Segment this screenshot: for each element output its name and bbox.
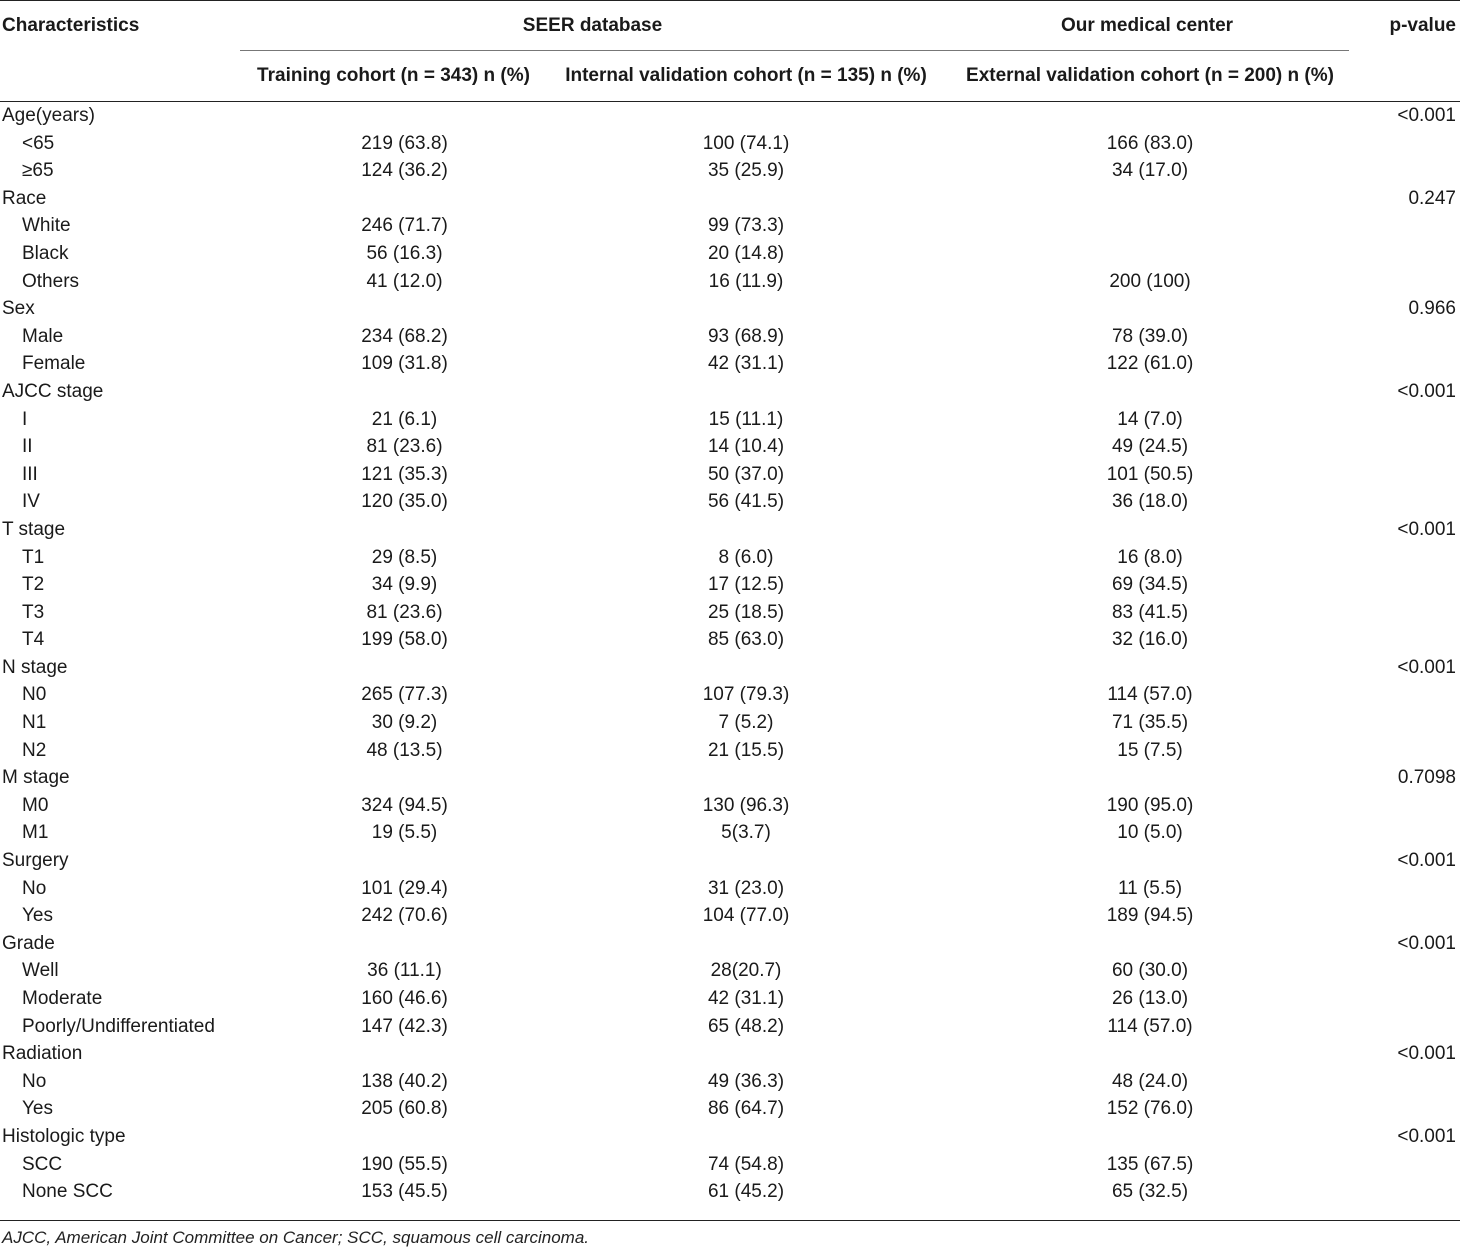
internal-value: 8 (6.0)	[718, 546, 774, 568]
internal-value: 56 (41.5)	[707, 491, 785, 513]
table-row	[0, 130, 1460, 158]
p-value	[1355, 1013, 1460, 1041]
table-row	[0, 819, 1460, 847]
external-value	[945, 516, 1355, 544]
row-label: N stage	[2, 656, 68, 678]
row-label: No	[22, 877, 47, 899]
internal-value	[547, 654, 945, 682]
p-value: <0.001	[1397, 380, 1456, 402]
header-seer-group	[240, 1, 945, 51]
table-row	[0, 957, 1460, 985]
training-value: 124 (36.2)	[361, 160, 448, 182]
training-value: 138 (40.2)	[361, 1070, 448, 1092]
internal-value: 86 (64.7)	[707, 1098, 785, 1120]
external-value: 16 (8.0)	[1117, 546, 1183, 568]
p-value: 0.966	[1408, 298, 1456, 320]
external-value: 14 (7.0)	[1117, 408, 1183, 430]
table-row	[0, 1095, 1460, 1123]
internal-value	[547, 847, 945, 875]
external-value	[945, 212, 1355, 240]
training-value: 160 (46.6)	[361, 988, 448, 1009]
table-row	[0, 461, 1460, 489]
row-label: T stage	[2, 518, 66, 540]
training-value	[240, 1040, 547, 1068]
training-value: 265 (77.3)	[361, 684, 448, 706]
row-label: Female	[22, 353, 86, 375]
p-value	[1355, 240, 1460, 268]
external-value: 190 (95.0)	[1106, 794, 1194, 816]
row-label: N0	[22, 684, 47, 706]
internal-value: 17 (12.5)	[707, 574, 785, 596]
p-value	[1355, 737, 1460, 765]
internal-value: 100 (74.1)	[702, 132, 790, 154]
training-value	[240, 654, 547, 682]
row-label: Black	[22, 242, 69, 264]
internal-value: 42 (31.1)	[707, 988, 785, 1009]
external-value	[945, 378, 1355, 406]
external-value: 60 (30.0)	[1111, 960, 1189, 982]
header-p-value: p-value	[1389, 15, 1456, 36]
table-row	[0, 433, 1460, 461]
table-category-row	[0, 764, 1460, 792]
row-label: Radiation	[2, 1043, 83, 1065]
training-value: 48 (13.5)	[366, 739, 443, 761]
training-value	[240, 516, 547, 544]
external-value: 200 (100)	[1109, 270, 1191, 292]
row-label: N1	[22, 712, 47, 734]
table-row	[0, 1178, 1460, 1206]
internal-value	[547, 295, 945, 323]
internal-value: 25 (18.5)	[707, 601, 785, 623]
header-internal-cohort: Internal validation cohort (n = 135) n (%)	[565, 65, 927, 86]
p-value: <0.001	[1397, 656, 1456, 678]
p-value	[1355, 1151, 1460, 1179]
internal-value: 130 (96.3)	[702, 794, 790, 816]
p-value	[1355, 544, 1460, 572]
training-value	[240, 295, 547, 323]
external-value	[945, 185, 1355, 213]
external-value	[945, 240, 1355, 268]
p-value: 0.247	[1408, 187, 1456, 209]
external-value	[945, 847, 1355, 875]
external-value: 36 (18.0)	[1111, 491, 1189, 513]
internal-value: 7 (5.2)	[718, 712, 774, 734]
external-value	[945, 654, 1355, 682]
table-row	[0, 323, 1460, 351]
table-row	[0, 681, 1460, 709]
training-value: 81 (23.6)	[366, 601, 443, 623]
table-category-row	[0, 654, 1460, 682]
table-row	[0, 709, 1460, 737]
table-category-row	[0, 516, 1460, 544]
external-value: 26 (13.0)	[1111, 988, 1189, 1009]
row-label: T2	[22, 574, 45, 596]
p-value	[1355, 985, 1460, 1013]
table-row	[0, 406, 1460, 434]
p-value	[1355, 875, 1460, 903]
external-value: 122 (61.0)	[1106, 353, 1194, 375]
header-external-cohort: External validation cohort (n = 200) n (%)	[966, 65, 1334, 86]
training-value: 29 (8.5)	[371, 546, 438, 568]
row-label: Poorly/Undifferentiated	[22, 1015, 215, 1037]
row-label: Well	[22, 960, 59, 982]
external-value	[945, 1123, 1355, 1151]
training-value: 41 (12.0)	[366, 270, 443, 292]
row-label: II	[22, 436, 33, 458]
table-row	[0, 626, 1460, 654]
p-value	[1355, 350, 1460, 378]
p-value	[1355, 488, 1460, 516]
training-value: 81 (23.6)	[366, 436, 443, 458]
internal-value: 31 (23.0)	[707, 877, 785, 899]
header-center-label: Our medical center	[945, 1, 1349, 51]
row-label: Moderate	[22, 988, 103, 1009]
internal-value	[547, 516, 945, 544]
external-value: 71 (35.5)	[1111, 712, 1189, 734]
table-footnote: AJCC, American Joint Committee on Cancer; SCC, squamous cell carcinoma.	[2, 1228, 590, 1247]
row-label: <65	[22, 132, 55, 154]
p-value	[1355, 1178, 1460, 1206]
p-value: <0.001	[1397, 850, 1456, 872]
p-value	[1355, 323, 1460, 351]
p-value	[1355, 1095, 1460, 1123]
training-value: 199 (58.0)	[361, 629, 448, 651]
internal-value	[547, 764, 945, 792]
table-row	[0, 212, 1460, 240]
p-value	[1355, 792, 1460, 820]
internal-value: 65 (48.2)	[707, 1015, 785, 1037]
external-value: 65 (32.5)	[1111, 1181, 1189, 1203]
training-value: 21 (6.1)	[371, 408, 438, 430]
p-value	[1355, 957, 1460, 985]
table-row	[0, 737, 1460, 765]
external-value: 11 (5.5)	[1117, 877, 1183, 899]
p-value	[1355, 268, 1460, 296]
p-value	[1355, 433, 1460, 461]
row-label: T1	[22, 546, 45, 568]
header-training-cohort: Training cohort (n = 343) n (%)	[257, 65, 530, 86]
header-row-groups	[0, 1, 1460, 51]
header-seer-label: SEER database	[240, 1, 945, 51]
row-label: Yes	[22, 905, 53, 927]
internal-value	[547, 1040, 945, 1068]
internal-value	[547, 1123, 945, 1151]
training-value	[240, 1123, 547, 1151]
row-label: M0	[22, 794, 49, 816]
p-value: <0.001	[1397, 105, 1456, 126]
internal-value: 35 (25.9)	[707, 160, 785, 182]
p-value	[1355, 626, 1460, 654]
external-value: 114 (57.0)	[1107, 684, 1193, 706]
training-value	[240, 185, 547, 213]
row-label: Histologic type	[2, 1125, 126, 1147]
internal-value: 5(3.7)	[721, 822, 771, 844]
p-value: <0.001	[1397, 932, 1456, 954]
table-category-row	[0, 1040, 1460, 1068]
internal-value: 50 (37.0)	[707, 463, 785, 485]
table-row	[0, 875, 1460, 903]
table-row	[0, 792, 1460, 820]
external-value: 10 (5.0)	[1117, 822, 1183, 844]
training-value: 246 (71.7)	[361, 215, 448, 237]
header-row-columns	[0, 51, 1460, 102]
table-category-row	[0, 847, 1460, 875]
external-value	[945, 102, 1355, 130]
row-label: T4	[22, 629, 45, 651]
internal-value	[547, 102, 945, 130]
internal-value: 14 (10.4)	[707, 436, 785, 458]
row-label: Male	[22, 325, 64, 347]
table-row	[0, 157, 1460, 185]
training-value: 19 (5.5)	[371, 822, 438, 844]
p-value	[1355, 130, 1460, 158]
p-value: <0.001	[1397, 518, 1456, 540]
training-value: 219 (63.8)	[361, 132, 448, 154]
p-value: <0.001	[1397, 1043, 1456, 1065]
training-value: 190 (55.5)	[361, 1153, 448, 1175]
bottom-rule	[0, 1220, 1460, 1221]
row-label: Sex	[2, 298, 35, 320]
table-row	[0, 1013, 1460, 1041]
row-label: Age(years)	[2, 105, 95, 126]
table-category-row	[0, 295, 1460, 323]
table-row	[0, 268, 1460, 296]
table-row	[0, 240, 1460, 268]
p-value: 0.7098	[1397, 767, 1456, 789]
row-label: IV	[22, 491, 40, 513]
internal-value: 99 (73.3)	[707, 215, 785, 237]
table-row	[0, 1068, 1460, 1096]
internal-value: 61 (45.2)	[707, 1181, 785, 1203]
table-category-row	[0, 378, 1460, 406]
p-value	[1355, 902, 1460, 930]
internal-value: 15 (11.1)	[708, 408, 784, 430]
header-characteristics: Characteristics	[2, 15, 140, 36]
row-label: None SCC	[22, 1181, 113, 1203]
internal-value: 28(20.7)	[710, 960, 782, 982]
row-label: N2	[22, 739, 47, 761]
table-row	[0, 1151, 1460, 1179]
external-value: 135 (67.5)	[1106, 1153, 1194, 1175]
internal-value: 85 (63.0)	[707, 629, 785, 651]
row-label: M1	[22, 822, 49, 844]
external-value: 101 (50.5)	[1106, 463, 1194, 485]
internal-value: 74 (54.8)	[707, 1153, 785, 1175]
table-row	[0, 350, 1460, 378]
p-value	[1355, 571, 1460, 599]
external-value	[945, 1040, 1355, 1068]
external-value: 78 (39.0)	[1111, 325, 1189, 347]
row-label: M stage	[2, 767, 70, 789]
internal-value: 16 (11.9)	[708, 270, 784, 292]
training-value: 120 (35.0)	[361, 491, 448, 513]
internal-value: 93 (68.9)	[707, 325, 785, 347]
table-row	[0, 985, 1460, 1013]
internal-value	[547, 378, 945, 406]
training-value	[240, 102, 547, 130]
row-label: III	[22, 463, 38, 485]
p-value	[1355, 157, 1460, 185]
external-value: 166 (83.0)	[1106, 132, 1194, 154]
p-value	[1355, 819, 1460, 847]
row-label: Race	[2, 187, 47, 209]
external-value: 34 (17.0)	[1111, 160, 1189, 182]
row-label: No	[22, 1070, 47, 1092]
external-value: 49 (24.5)	[1111, 436, 1189, 458]
p-value	[1355, 1068, 1460, 1096]
training-value: 101 (29.4)	[361, 877, 448, 899]
row-label: Surgery	[2, 850, 69, 872]
training-value: 234 (68.2)	[361, 325, 448, 347]
training-value: 153 (45.5)	[361, 1181, 448, 1203]
training-value	[240, 378, 547, 406]
external-value: 114 (57.0)	[1107, 1015, 1193, 1037]
internal-value: 21 (15.5)	[707, 739, 785, 761]
row-label: I	[22, 408, 28, 430]
training-value: 205 (60.8)	[361, 1098, 448, 1120]
external-value: 32 (16.0)	[1111, 629, 1189, 651]
training-value: 147 (42.3)	[361, 1015, 448, 1037]
training-value: 34 (9.9)	[371, 574, 438, 596]
external-value	[945, 930, 1355, 958]
row-label: Yes	[22, 1098, 53, 1120]
p-value	[1355, 461, 1460, 489]
p-value: <0.001	[1397, 1125, 1456, 1147]
internal-value	[547, 185, 945, 213]
row-label: T3	[22, 601, 45, 623]
table-category-row	[0, 185, 1460, 213]
row-label: ≥65	[22, 160, 54, 182]
table-body	[0, 102, 1460, 1206]
internal-value: 42 (31.1)	[707, 353, 785, 375]
characteristics-table	[0, 1, 1460, 1206]
table-category-row	[0, 1123, 1460, 1151]
internal-value: 107 (79.3)	[702, 684, 790, 706]
training-value: 36 (11.1)	[367, 960, 442, 982]
external-value: 15 (7.5)	[1117, 739, 1183, 761]
external-value: 69 (34.5)	[1111, 574, 1189, 596]
training-value	[240, 847, 547, 875]
p-value	[1355, 406, 1460, 434]
training-value	[240, 930, 547, 958]
external-value: 152 (76.0)	[1106, 1098, 1194, 1120]
table-category-row	[0, 102, 1460, 130]
external-value	[945, 764, 1355, 792]
internal-value: 20 (14.8)	[707, 242, 785, 264]
row-label: AJCC stage	[2, 380, 104, 402]
row-label: White	[22, 215, 71, 237]
table-category-row	[0, 930, 1460, 958]
training-value: 324 (94.5)	[361, 794, 448, 816]
internal-value: 49 (36.3)	[707, 1070, 785, 1092]
table-row	[0, 544, 1460, 572]
table-row	[0, 488, 1460, 516]
table-row	[0, 599, 1460, 627]
external-value	[945, 295, 1355, 323]
external-value: 48 (24.0)	[1111, 1070, 1189, 1092]
training-value: 56 (16.3)	[366, 242, 443, 264]
external-value: 189 (94.5)	[1106, 905, 1194, 927]
row-label: SCC	[22, 1153, 63, 1175]
internal-value: 104 (77.0)	[702, 905, 790, 927]
internal-value	[547, 930, 945, 958]
external-value: 83 (41.5)	[1111, 601, 1189, 623]
training-value: 30 (9.2)	[371, 712, 438, 734]
row-label: Grade	[2, 932, 55, 954]
training-value: 121 (35.3)	[361, 463, 448, 485]
table-row	[0, 571, 1460, 599]
p-value	[1355, 212, 1460, 240]
table-row	[0, 902, 1460, 930]
training-value	[240, 764, 547, 792]
training-value: 109 (31.8)	[361, 353, 448, 375]
p-value	[1355, 709, 1460, 737]
p-value	[1355, 599, 1460, 627]
p-value	[1355, 681, 1460, 709]
row-label: Others	[22, 270, 80, 292]
header-center-group	[945, 1, 1355, 51]
training-value: 242 (70.6)	[361, 905, 448, 927]
